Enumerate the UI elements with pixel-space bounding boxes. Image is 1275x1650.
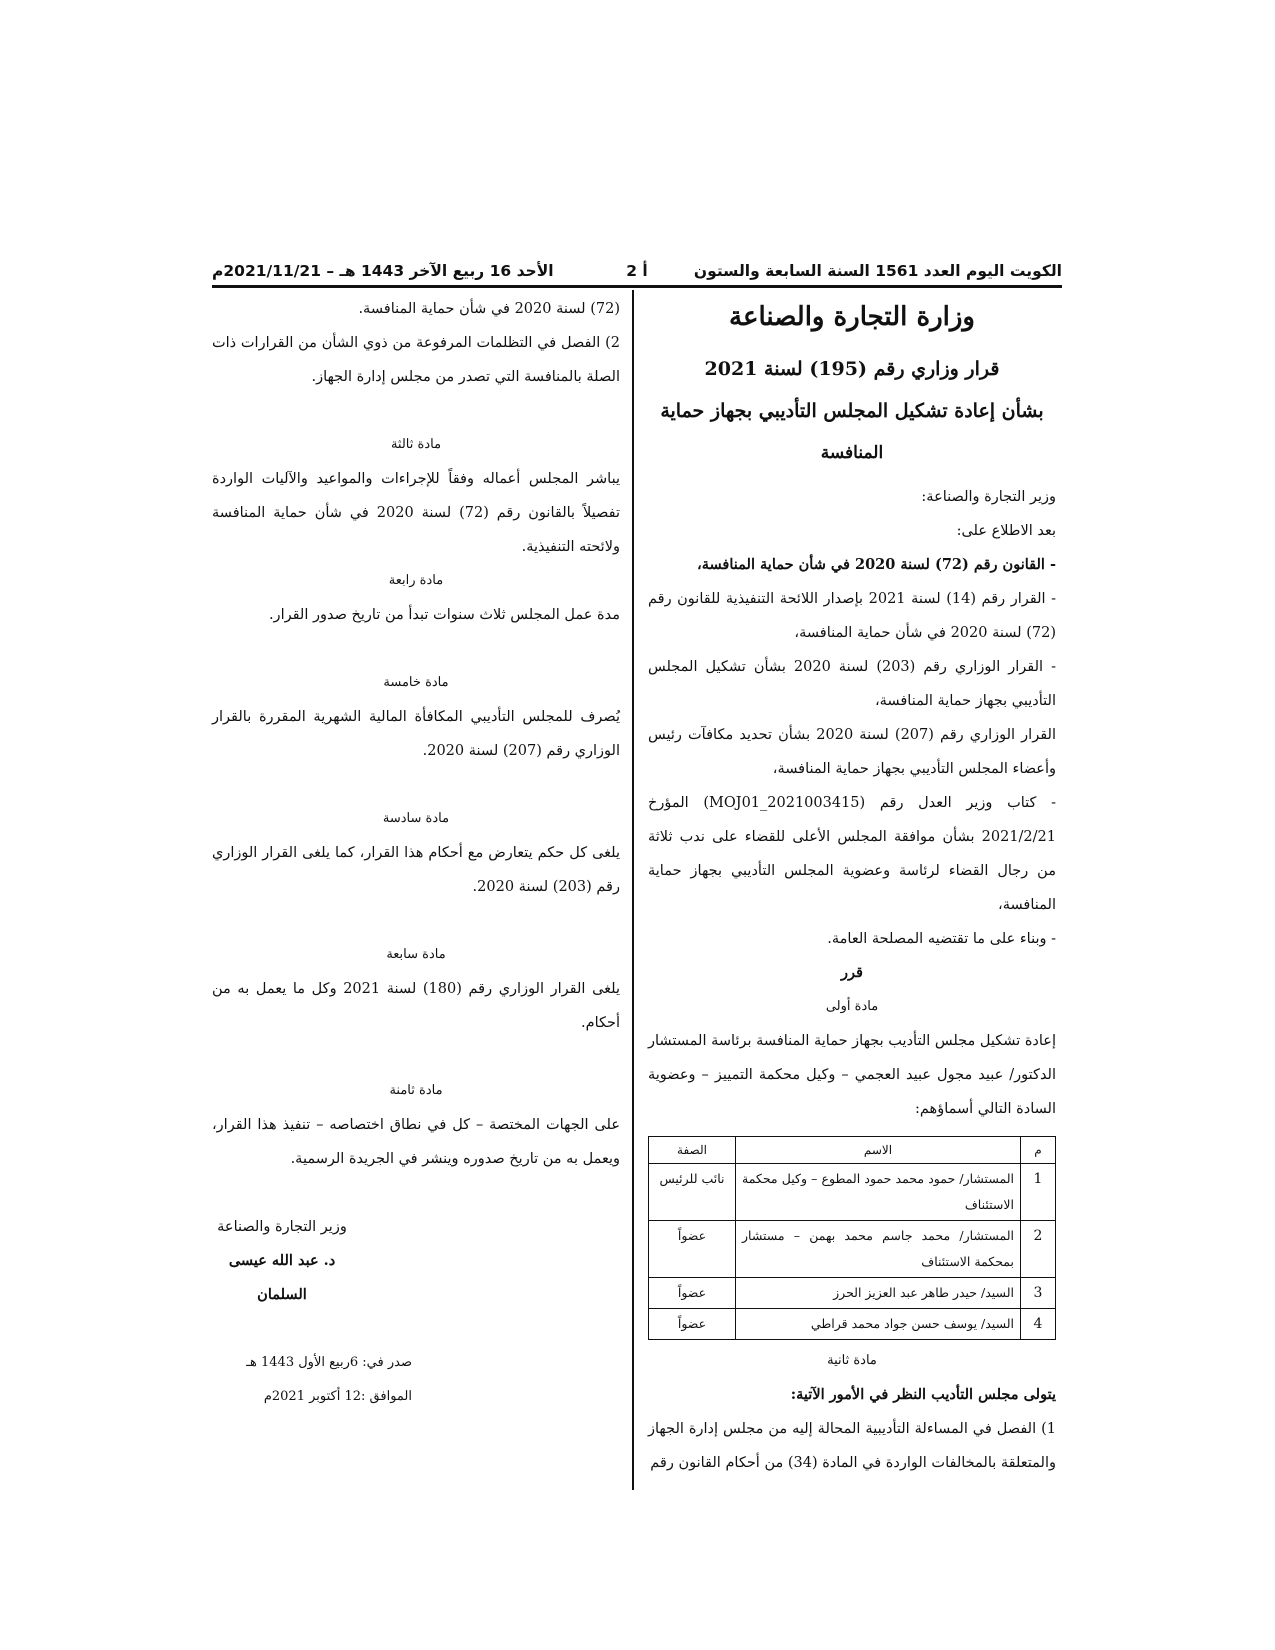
decided-word: قرر bbox=[841, 964, 863, 981]
header-rule bbox=[212, 285, 1062, 288]
decision-subject: بشأن إعادة تشكيل المجلس التأديبي بجهاز حماية bbox=[660, 400, 1044, 422]
article-5-title: مادة خامسة bbox=[383, 675, 449, 690]
article-3-text: يباشر المجلس أعماله وفقاً للإجراءات والمواعيد والآليات الواردة تفصيلاً بالقانون رقم (72) لسنة 2020 في شأن حماية المنافسة ولائحته التنفيذية. bbox=[212, 471, 620, 555]
ministry-title: وزارة التجارة والصناعة bbox=[729, 302, 975, 332]
article-7-title: مادة سابعة bbox=[386, 947, 446, 962]
article-6-text: يلغى كل حكم يتعارض مع أحكام هذا القرار، كما يلغى القرار الوزاري رقم (203) لسنة 2020. bbox=[212, 845, 620, 895]
member-number: 2 bbox=[1021, 1221, 1056, 1278]
decision-subject-cont: المنافسة bbox=[820, 443, 884, 463]
header-page-number: أ 2 bbox=[626, 262, 648, 280]
article-4-title: مادة رابعة bbox=[388, 573, 444, 588]
page-header bbox=[212, 258, 1062, 286]
member-role: نائب للرئيس bbox=[649, 1164, 736, 1221]
table-header-cell: الصفة bbox=[649, 1137, 736, 1164]
left-column bbox=[212, 292, 620, 1414]
article-2-intro: يتولى مجلس التأديب النظر في الأمور الآتية: bbox=[790, 1386, 1056, 1403]
decision-title: قرار وزاري رقم (195) لسنة 2021 bbox=[704, 358, 1000, 380]
member-number: 4 bbox=[1021, 1309, 1056, 1340]
issued-gregorian-date: الموافق :12 أكتوبر 2021م bbox=[263, 1389, 412, 1404]
table-header-cell: م bbox=[1021, 1137, 1056, 1164]
article-2-continued: (72) لسنة 2020 في شأن حماية المنافسة. bbox=[358, 301, 620, 317]
article-4-text: مدة عمل المجلس ثلاث سنوات تبدأ من تاريخ صدور القرار. bbox=[268, 607, 620, 623]
article-1-text: إعادة تشكيل مجلس التأديب بجهاز حماية المنافسة برئاسة المستشار الدكتور/ عبيد مجول عبيد العجمي – وكيل محكمة التمييز – وعضوية السادة التالي أسماؤهم: bbox=[648, 1033, 1056, 1117]
member-name: المستشار/ محمد جاسم محمد بهمن – مستشار بمحكمة الاستئناف bbox=[736, 1221, 1021, 1278]
reference-4: القرار الوزاري رقم (207) لسنة 2020 بشأن تحديد مكافآت رئيس وأعضاء المجلس التأديبي بجهاز حماية المنافسة، bbox=[648, 727, 1056, 777]
member-number: 1 bbox=[1021, 1164, 1056, 1221]
member-number: 3 bbox=[1021, 1278, 1056, 1309]
article-3-title: مادة ثالثة bbox=[390, 437, 442, 452]
header-date: الأحد 16 ربيع الآخر 1443 هـ – 2021/11/21م bbox=[212, 262, 554, 280]
article-5-text: يُصرف للمجلس التأديبي المكافأة المالية الشهرية المقررة بالقرار الوزاري رقم (207) لسنة 2020. bbox=[212, 709, 620, 759]
reference-3: - القرار الوزاري رقم (203) لسنة 2020 بشأن تشكيل المجلس التأديبي بجهاز حماية المنافسة، bbox=[648, 659, 1056, 709]
right-column bbox=[648, 292, 1056, 1480]
reference-5: - كتاب وزير العدل رقم (MOJ01_2021003415) المؤرخ 2021/2/21 بشأن موافقة المجلس الأعلى للقضاء على ندب ثلاثة من رجال القضاء لرئاسة وعضوية المجلس التأديبي بجهاز حماية المنافسة، bbox=[648, 795, 1056, 913]
article-2-item-1: 1) الفصل في المساءلة التأديبية المحالة إليه من مجلس إدارة الجهاز والمتعلقة بالمخالفات الواردة في المادة (34) من أحكام القانون رقم bbox=[648, 1421, 1056, 1471]
article-8-text: على الجهات المختصة – كل في نطاق اختصاصه – تنفيذ هذا القرار، ويعمل به من تاريخ صدوره وينشر في الجريدة الرسمية. bbox=[212, 1117, 620, 1167]
issued-hijri-date: صدر في: 6ربيع الأول 1443 هـ bbox=[246, 1355, 412, 1370]
reference-6: - وبناء على ما تقتضيه المصلحة العامة. bbox=[827, 931, 1056, 947]
table-row bbox=[649, 1164, 1056, 1221]
member-role: عضواً bbox=[649, 1309, 736, 1340]
article-1-title: مادة أولى bbox=[825, 999, 879, 1014]
minister-line: وزير التجارة والصناعة: bbox=[921, 489, 1056, 505]
table-row bbox=[649, 1278, 1056, 1309]
article-8-title: مادة ثامنة bbox=[389, 1083, 443, 1098]
article-6-title: مادة سادسة bbox=[382, 811, 450, 826]
article-7-text: يلغى القرار الوزاري رقم (180) لسنة 2021 وكل ما يعمل به من أحكام. bbox=[212, 981, 620, 1031]
table-header-row bbox=[649, 1137, 1056, 1164]
members-table bbox=[648, 1136, 1056, 1340]
member-name: السيد/ يوسف حسن جواد محمد قراطي bbox=[736, 1309, 1021, 1340]
signature-title: وزير التجارة والصناعة bbox=[217, 1219, 347, 1235]
member-role: عضواً bbox=[649, 1278, 736, 1309]
article-2-item-2: 2) الفصل في التظلمات المرفوعة من ذوي الشأن من القرارات ذات الصلة بالمنافسة التي تصدر من مجلس إدارة الجهاز. bbox=[212, 335, 620, 385]
reference-2: - القرار رقم (14) لسنة 2021 بإصدار اللائحة التنفيذية للقانون رقم (72) لسنة 2020 في شأن حماية المنافسة، bbox=[648, 591, 1056, 641]
member-role: عضواً bbox=[649, 1221, 736, 1278]
reference-1: - القانون رقم (72) لسنة 2020 في شأن حماية المنافسة، bbox=[697, 556, 1056, 573]
signature-name: د. عبد الله عيسى السلمان bbox=[228, 1252, 336, 1303]
table-header-cell: الاسم bbox=[736, 1137, 1021, 1164]
column-divider bbox=[632, 290, 634, 1490]
article-2-title: مادة ثانية bbox=[827, 1353, 877, 1368]
table-row bbox=[649, 1221, 1056, 1278]
member-name: المستشار/ حمود محمد حمود المطوع – وكيل محكمة الاستئناف bbox=[736, 1164, 1021, 1221]
after-review: بعد الاطلاع على: bbox=[956, 523, 1056, 539]
member-name: السيد/ حيدر طاهر عبد العزيز الحرز bbox=[736, 1278, 1021, 1309]
table-row bbox=[649, 1309, 1056, 1340]
header-issue: الكويت اليوم العدد 1561 السنة السابعة والستون bbox=[693, 262, 1062, 280]
